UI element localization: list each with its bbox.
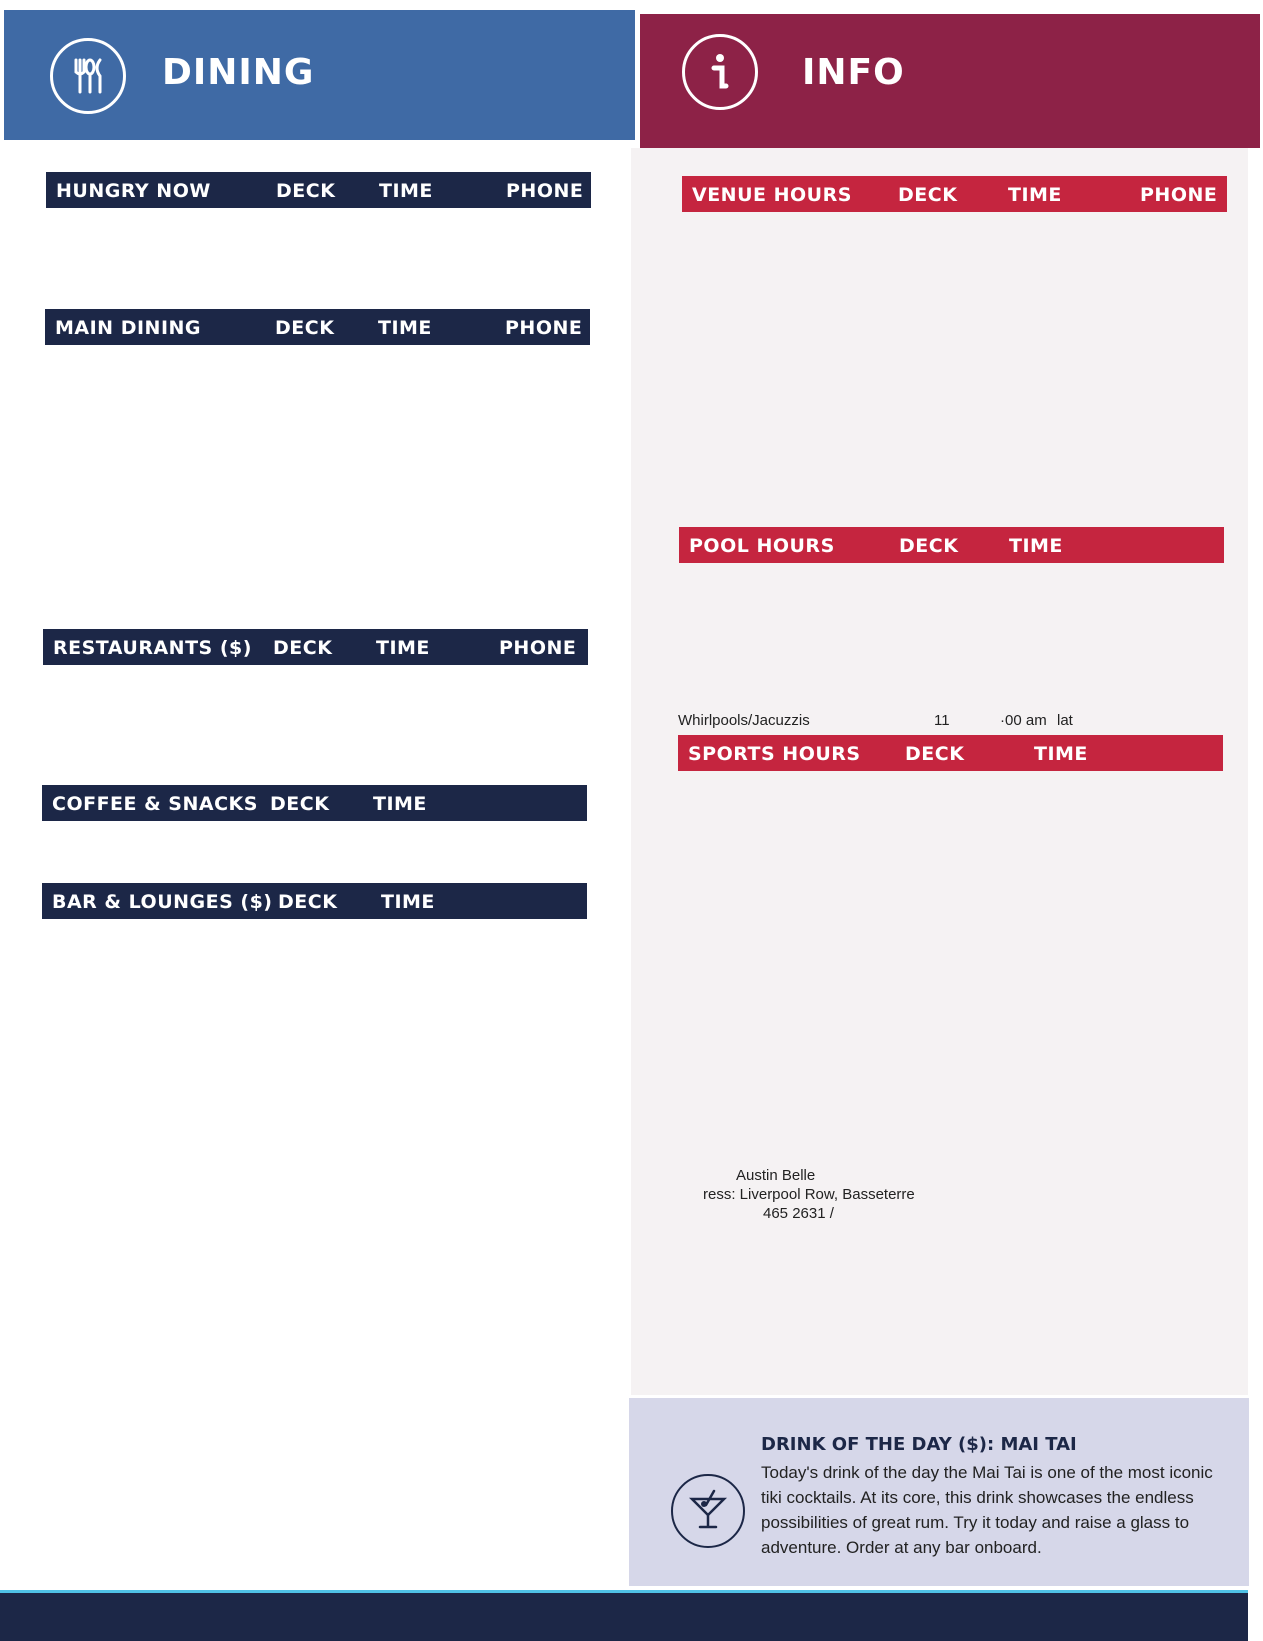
drink-title: DRINK OF THE DAY ($): MAI TAI [761, 1434, 1077, 1455]
phone-header: PHONE [505, 317, 583, 339]
phone-header: PHONE [499, 637, 577, 659]
venue-hours-bar [682, 176, 1227, 212]
phone-header: PHONE [1140, 184, 1218, 206]
phone-header: PHONE [506, 180, 584, 202]
info-panel [631, 148, 1248, 1395]
section-label: MAIN DINING [55, 317, 202, 339]
sports-hours-bar [678, 735, 1223, 771]
pool-row-extra: lat [1057, 712, 1073, 729]
footer-bar [0, 1590, 1248, 1641]
pool-row-time: ·00 am [1000, 712, 1047, 729]
bar-lounges-bar [42, 883, 587, 919]
drink-description: Today's drink of the day the Mai Tai is one of the most iconic tiki cocktails. At its core, this drink showcases the endless possibilities of great rum. Try it today and raise a glass to adventure. Order at any bar onboard. [761, 1463, 1213, 1557]
time-header: TIME [381, 891, 435, 913]
time-header: TIME [1008, 184, 1062, 206]
deck-header: DECK [898, 184, 958, 206]
dining-header [4, 10, 635, 140]
deck-header: DECK [270, 793, 330, 815]
coffee-snacks-bar [42, 785, 587, 821]
section-label: COFFEE & SNACKS [52, 793, 258, 815]
time-header: TIME [376, 637, 430, 659]
deck-header: DECK [275, 317, 335, 339]
pool-row-name: Whirlpools/Jacuzzis [678, 712, 810, 729]
hungry-now-bar [46, 172, 591, 208]
time-header: TIME [373, 793, 427, 815]
cocktail-icon [671, 1474, 745, 1548]
drink-of-the-day-box [629, 1398, 1249, 1586]
deck-header: DECK [905, 743, 965, 765]
time-header: TIME [378, 317, 432, 339]
section-label: RESTAURANTS ($) [53, 637, 252, 659]
section-label: BAR & LOUNGES ($) [52, 891, 273, 913]
time-header: TIME [1034, 743, 1088, 765]
section-label: POOL HOURS [689, 535, 835, 557]
utensils-icon [50, 38, 126, 114]
section-label: HUNGRY NOW [56, 180, 211, 202]
deck-header: DECK [899, 535, 959, 557]
main-dining-bar [45, 309, 590, 345]
contact-phone: 465 2631 / [763, 1205, 834, 1222]
contact-name: Austin Belle [736, 1167, 816, 1184]
time-header: TIME [379, 180, 433, 202]
info-title: INFO [802, 52, 905, 93]
dining-title: DINING [162, 52, 315, 93]
pool-row-deck: 11 [934, 712, 950, 729]
info-icon [682, 34, 758, 110]
time-header: TIME [1009, 535, 1063, 557]
pool-hours-bar [679, 527, 1224, 563]
contact-address: ress: Liverpool Row, Basseterre [703, 1186, 915, 1203]
section-label: SPORTS HOURS [688, 743, 861, 765]
deck-header: DECK [276, 180, 336, 202]
deck-header: DECK [273, 637, 333, 659]
info-header [640, 14, 1260, 148]
deck-header: DECK [278, 891, 338, 913]
restaurants-bar [43, 629, 588, 665]
section-label: VENUE HOURS [692, 184, 852, 206]
